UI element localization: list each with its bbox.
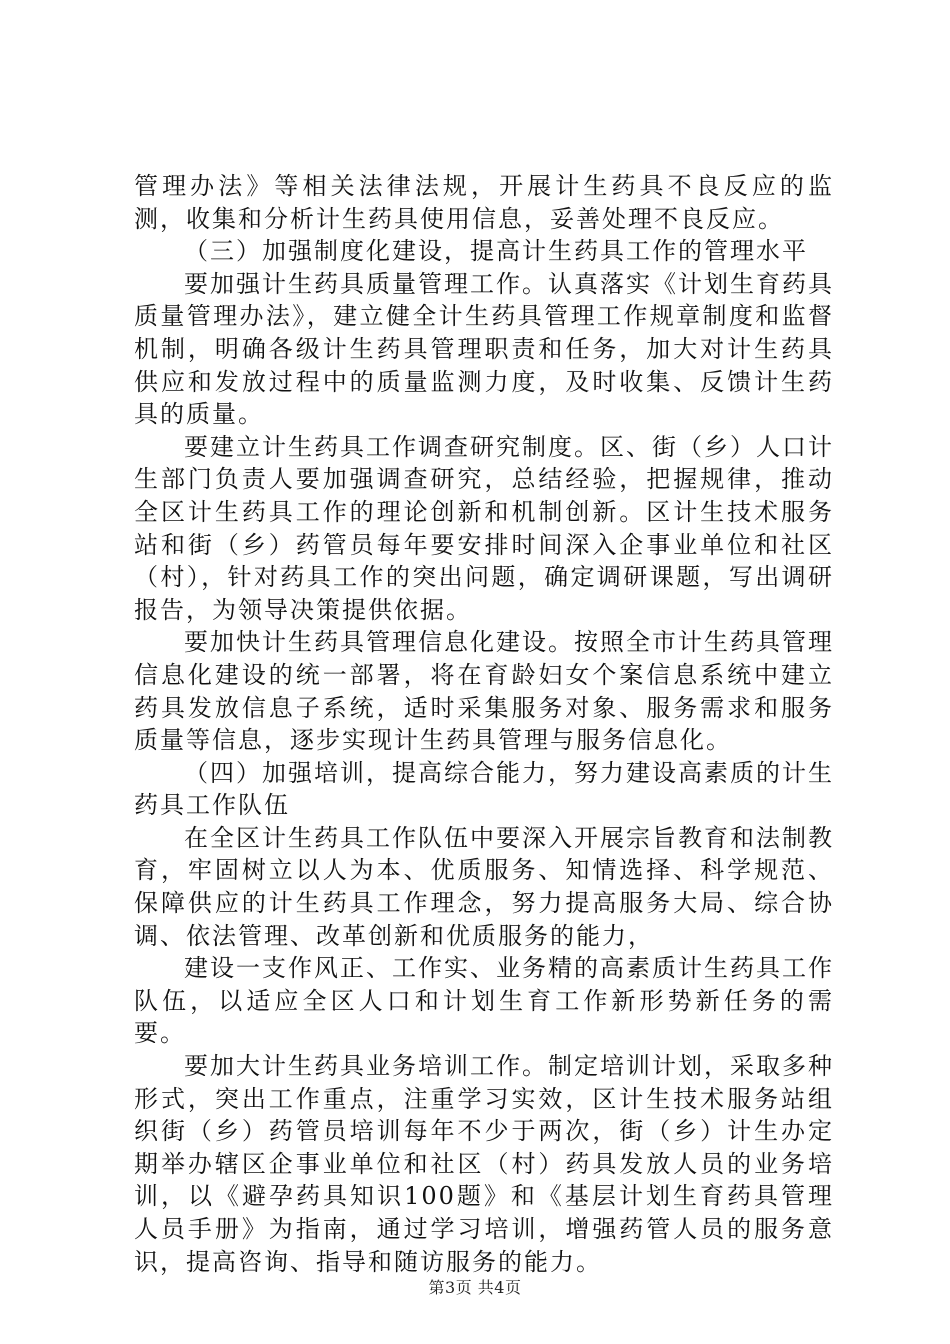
section-heading-four: （四）加强培训，提高综合能力，努力建设高素质的计生药具工作队伍 <box>134 758 834 820</box>
paragraph-training: 要加大计生药具业务培训工作。制定培训计划，采取多种形式，突出工作重点，注重学习实效，区计生技术服务站组织街（乡）药管员培训每年不少于两次，街（乡）计生办定期举办辖区企事业单位和社区（村）药具发放人员的业务培训，以《避孕药具知识100题》和《基层计划生育药具管理人员手册》为指南，通过学习培训，增强药管人员的服务意识，提高咨询、指导和随访服务的能力。 <box>134 1052 834 1276</box>
page-footer: 第3页 共4页 <box>428 1278 522 1297</box>
paragraph-education: 在全区计生药具工作队伍中要深入开展宗旨教育和法制教育，牢固树立以人为本、优质服务、知情选择、科学规范、保障供应的计生药具工作理念，努力提高服务大局、综合协调、依法管理、改革创新和优质服务的能力， <box>134 823 834 950</box>
paragraph-informatization: 要加快计生药具管理信息化建设。按照全市计生药具管理信息化建设的统一部署，将在育龄妇女个案信息系统中建立药具发放信息子系统，适时采集服务对象、服务需求和服务质量等信息，逐步实现计生药具管理与服务信息化。 <box>134 628 834 755</box>
document-body <box>134 170 834 1278</box>
paragraph-team-building: 建设一支作风正、工作实、业务精的高素质计生药具工作队伍，以适应全区人口和计划生育工作新形势新任务的需要。 <box>134 954 834 1048</box>
paragraph-quality-management: 要加强计生药具质量管理工作。认真落实《计划生育药具质量管理办法》，建立健全计生药具管理工作规章制度和监督机制，明确各级计生药具管理职责和任务，加大对计生药具供应和发放过程中的质量监测力度，及时收集、反馈计生药具的质量。 <box>134 269 834 429</box>
section-heading-three: （三）加强制度化建设，提高计生药具工作的管理水平 <box>184 237 808 266</box>
paragraph-research-system: 要建立计生药具工作调查研究制度。区、街（乡）人口计生部门负责人要加强调查研究，总结经验，把握规律，推动全区计生药具工作的理论创新和机制创新。区计生技术服务站和街（乡）药管员每年要安排时间深入企事业单位和社区（村），针对药具工作的突出问题，确定调研课题，写出调研报告，为领导决策提供依据。 <box>134 432 834 624</box>
paragraph-continuation: 管理办法》等相关法律法规，开展计生药具不良反应的监测，收集和分析计生药具使用信息，妥善处理不良反应。 <box>134 172 834 233</box>
